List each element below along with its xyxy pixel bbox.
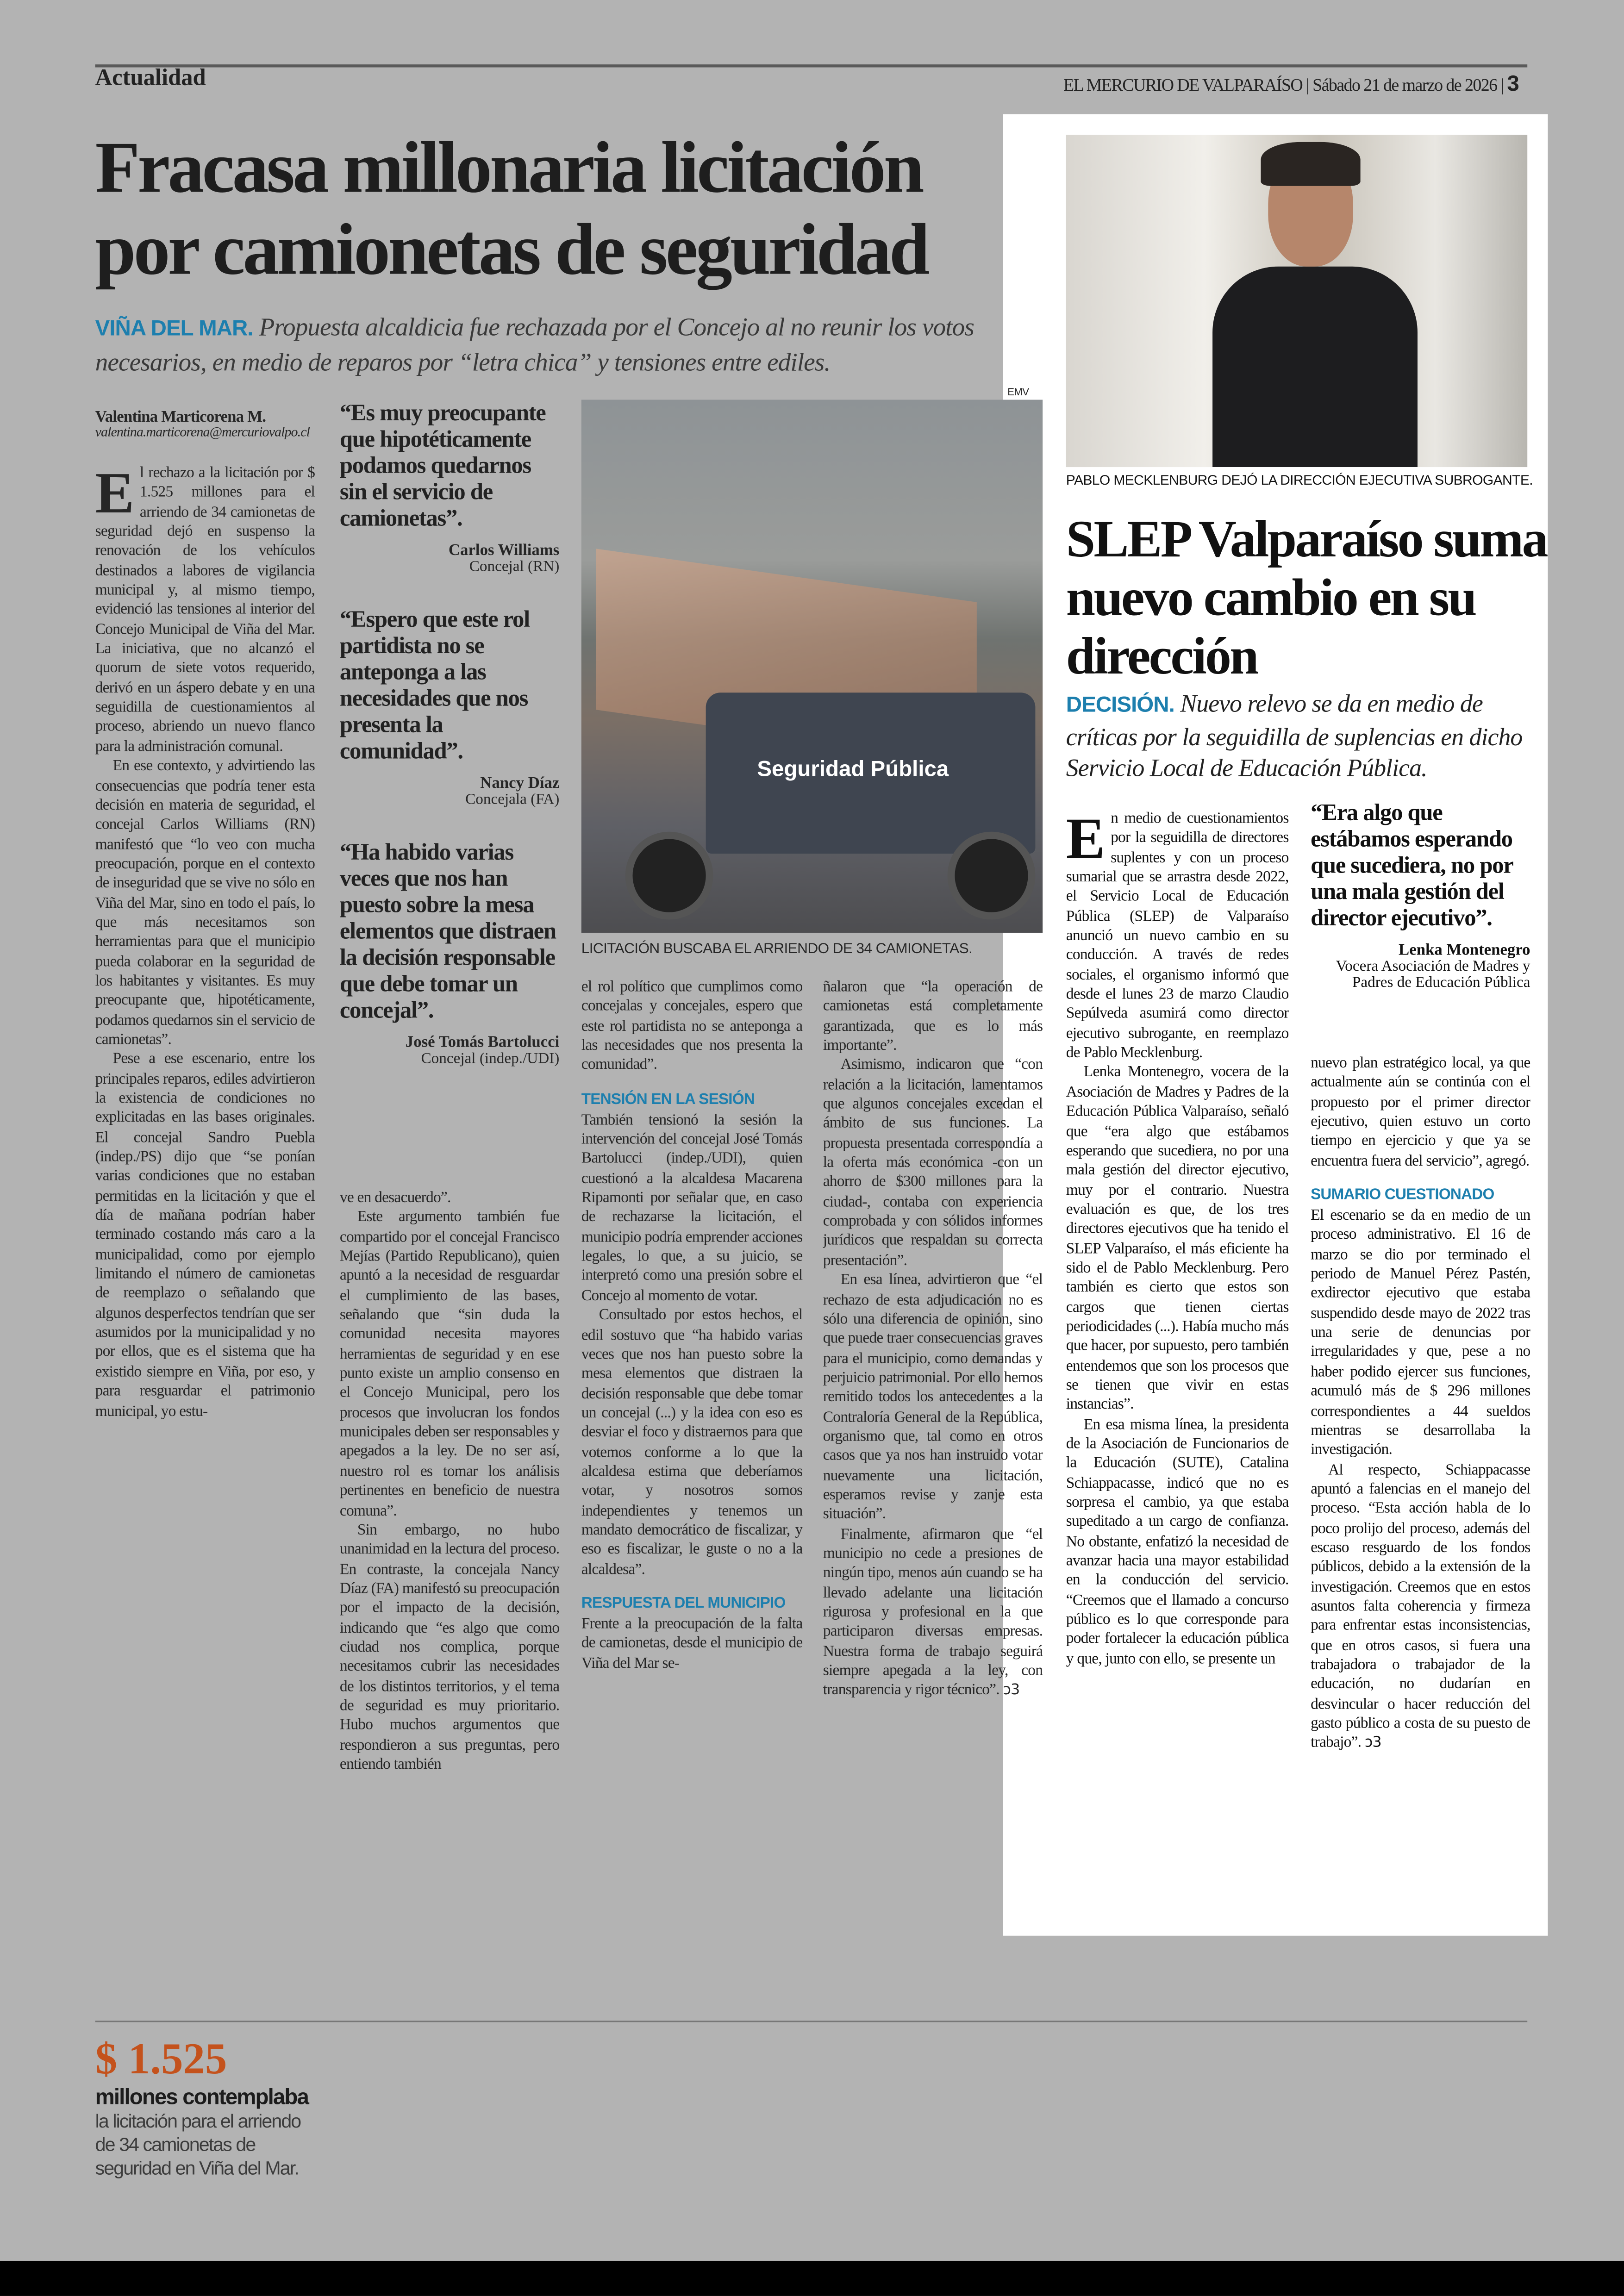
figure-text: la licitación para el arriendo de 34 camionetas de seguridad en Viña del Mar. (95, 2110, 301, 2179)
paragraph: Este argumento también fue compartido por el concejal Francisco Mejías (Partido Republicano), quien apuntó a la necesidad de resguardar el cumplimiento de las bases, señalando que “sin duda la comunidad necesita mayores herramientas de seguridad y en ese punto existe un amplio consenso en el Concejo Municipal, pero los procesos que involucran los fondos municipales deben ser responsables y apegados a la ley. De no ser así, nuestro rol es tomar los análisis pertinentes en beneficio de nuestra comuna”. (339, 1210, 560, 1519)
drop-cap: E (1066, 810, 1105, 872)
paragraph: Lenka Montenegro, vocera de la Asociación de Madres y Padres de la Educación Pública Valparaíso, señaló que “era algo que estábamos esperando que sucediera, no por una mala gestión del director ejecutivo, muy por el contrario. Nuestra evaluación es que, de los tres directores ejecutivos que ha tenido el SLEP Valparaíso, el más eficiente ha sido el de Pablo Mecklenburg. Pero también es cierto que estos son cargos que tienen ciertas periodicidades (...). Había mucho más que hacer, por supuesto, pero también entendemos que son los procesos que se tienen que vivir en estas instancias”. (1066, 1065, 1289, 1414)
wheel-shape (625, 832, 713, 920)
paragraph: Pese a ese escenario, entre los principales reparos, ediles advirtieron la existencia de condiciones no explicitadas en las bases originales. El concejal Sandro Puebla (indep./PS) dijo que “se ponían varias condiciones que no estaban permitidas en la licitación y que el día de mañana podrían haber terminado costando más caro a la municipalidad, como por ejemplo limitando el número de camionetas de reemplazo o señalando que algunos desperfectos tendrían que ser asumidos por la municipalidad y no por ellos, que es el sistema que ha existido siempre en Viña, por eso, y para resguardar el patrimonio municipal, yo estu- (95, 1052, 315, 1420)
security-trucks-photo (581, 400, 1043, 933)
bottom-rule (95, 2021, 1528, 2022)
drop-cap: E (95, 460, 134, 526)
truck-shape (706, 693, 1036, 854)
wheel-shape (948, 832, 1036, 920)
quote-text: “Espero que este rol partidista no se anteponga a las necesidades que nos presenta la comunidad”. (339, 607, 530, 765)
article-column-2 (340, 1189, 559, 1907)
quote-role: Concejal (indep./UDI) (421, 1051, 560, 1067)
deck-text: Propuesta alcaldicia fue rechazada por el Concejo al no reunir los votos necesarios, en medio de reparos por “letra chica” y tensiones entre ediles. (95, 312, 974, 376)
portrait-caption: PABLO MECKLENBURG DEJÓ LA DIRECCIÓN EJECUTIVA SUBROGANTE. (1066, 473, 1533, 489)
byline: Valentina Marticorena M. (95, 408, 266, 426)
person-body-shape (1212, 267, 1418, 467)
quote-text: “Era algo que estábamos esperando que sucediera, no por una mala gestión del director ejecutivo”. (1311, 801, 1513, 931)
quote-author: José Tomás Bartolucci (405, 1034, 560, 1052)
figure-value: $ 1.525 (95, 2035, 227, 2084)
figure-subtitle: millones contemplaba (95, 2085, 309, 2110)
author-email: valentina.marticorena@mercuriovalpo.cl (95, 426, 310, 441)
article2-pull-quote (1311, 801, 1530, 991)
figure-highlight (95, 2035, 315, 2180)
subheading: RESPUESTA DEL MUNICIPIO (581, 1594, 786, 1612)
paragraph: el rol político que cumplimos como concejalas y concejales, espero que este rol partidista no se anteponga a las necesidades que nos presenta la comunidad”. (581, 980, 803, 1074)
photo-caption: LICITACIÓN BUSCABA EL ARRIENDO DE 34 CAMIONETAS. (581, 941, 973, 958)
paragraph: Frente a la preocupación de la falta de camionetas, desde el municipio de Viña del Mar se- (581, 1616, 803, 1672)
section-label: Actualidad (95, 66, 206, 91)
article2-column-2 (1311, 1054, 1530, 1911)
paragraph: ñalaron que “la operación de camionetas está completamente garantizada, que es lo más importante”. (823, 980, 1043, 1054)
pull-quote (340, 401, 559, 575)
article2-column-1 (1066, 810, 1289, 1908)
paragraph: También tensionó la sesión la intervención del concejal José Tomás Bartolucci (indep./UDI), quien cuestionó a la alcaldesa Macarena Ripamonti por señalar que, en caso de rechazarse la licitación, el municipio podría emprender acciones legales, lo que, a su juicio, se interpretó como una presión sobre el Concejo al momento de votar. (581, 1112, 803, 1304)
masthead: EL MERCURIO DE VALPARAÍSO | Sábado 21 de marzo de 2026 | 3 (1063, 71, 1519, 97)
portrait-photo (1066, 135, 1527, 467)
article-column-4 (823, 978, 1043, 1915)
subheading: TENSIÓN EN LA SESIÓN (581, 1090, 755, 1108)
article-column-3 (581, 978, 803, 1915)
quote-text: “Ha habido varias veces que nos han puesto sobre la mesa elementos que distraen la decisión responsable que debe tomar un concejal”. (339, 840, 556, 1024)
paragraph: E l rechazo a la licitación por $ 1.525 millones para el arriendo de 34 camionetas de seguridad dejó en suspenso la renovación de los vehículos destinados a labores de vigilancia municipal y, al mismo tiempo, evidenció las tensiones al interior del Concejo Municipal de Viña del Mar. La iniciativa, que no alcanzó el quorum de siete votos requerido, derivó en un áspero debate y en una seguidilla de cuestionamientos al proceso, abriendo un nuevo flanco para la administración comunal. (95, 460, 315, 755)
article-deck (95, 311, 1032, 378)
quote-role: Concejala (FA) (465, 792, 560, 809)
person-hair-shape (1261, 142, 1361, 186)
article2-headline: SLEP Valparaíso suma nuevo cambio en su dirección (1066, 509, 1547, 686)
article2-deck (1066, 688, 1535, 784)
end-mark: ↄ3 (1364, 1735, 1381, 1752)
quote-author: Carlos Williams (448, 542, 560, 560)
page-number: 3 (1507, 71, 1519, 97)
pull-quote (340, 841, 559, 1067)
bottom-bar (0, 2261, 1624, 2296)
truck-label: Seguridad Pública (757, 757, 949, 782)
paragraph: En esa misma línea, la presidenta de la Asociación de Funcionarios de la Educación (SUTE), Catalina Schiappacasse, indicó que no es sorpresa el cambio, ya que estaba supeditado a un cargo de confianza. No obstante, enfatizó la necesidad de avanzar hacia una mayor estabilidad en la conducción del servicio. “Creemos que el llamado a concurso público es lo que corresponde para poder fortalecer la educación pública y que, junto con ello, se presente un (1066, 1416, 1289, 1668)
top-rule (95, 64, 1528, 67)
quote-text: “Es muy preocupante que hipotéticamente podamos quedarnos sin el servicio de camionetas”. (339, 401, 546, 532)
paragraph: En ese contexto, y advirtiendo las consecuencias que podría tener esta decisión en materia de seguridad, el concejal Carlos Williams (RN) manifestó que “lo veo con mucha preocupación, porque en el contexto de inseguridad que se vive no sólo en Viña del Mar, sino en todo el país, lo que más necesitamos son herramientas para que el municipio pueda colaborar en la seguridad de los habitantes y visitantes. Es muy preocupante que, hipotéticamente, podamos quedarnos sin el servicio de camionetas”. (95, 759, 315, 1048)
paragraph: Sin embargo, no hubo unanimidad en la lectura del proceso. En contraste, la concejala Nancy Díaz (FA) manifestó su preocupación por el impacto de la decisión, indicando que “es algo que como ciudad nos complica, porque necesitamos cubrir las necesidades de los distintos territorios, y el tema de seguridad es muy prioritario. Hubo muchos argumentos que respondieron a sus preguntas, pero entiendo también (339, 1522, 560, 1773)
quote-role: Concejal (RN) (469, 559, 560, 576)
deck-text: Nuevo relevo se da en medio de críticas por la seguidilla de suplencias en dicho Servicio Local de Educación Pública. (1066, 689, 1523, 782)
paragraph: Finalmente, afirmaron que “el municipio no cede a presiones de ningún tipo, menos aún cuando se ha llevado adelante una licitación rigurosa y profesional en la que participaron diversas empresas. Nuestra forma de trabajo seguirá siempre apegada a la ley, con transparencia y rigor técnico”. ↄ3 (823, 1527, 1043, 1699)
pull-quotes (340, 401, 559, 1067)
paragraph: En esa línea, advirtieron que “el rechazo de esta adjudicación no es sólo una diferencia de opinión, sino que puede traer consecuencias graves para el municipio, como demandas y perjuicio patrimonial. Por ello hemos remitido todos los antecedentes a la Contraloría General de la República, organismo que, tal como en otros casos que ya nos han instruido votar nuevamente una licitación, esperamos revise y zanje esta situación”. (823, 1273, 1043, 1523)
paragraph: nuevo plan estratégico local, ya que actualmente aún se continúa con el propuesto por el primer director ejecutivo, quien estuvo un corto tiempo en ejercicio y que ya se encuentra fuera del servicio”, agregó. (1311, 1055, 1530, 1170)
quote-role: Vocera Asociación de Madres y Padres de Educación Pública (1336, 959, 1530, 992)
end-mark: ↄ3 (1003, 1683, 1020, 1699)
issue-date: Sábado 21 de marzo de 2026 (1312, 75, 1497, 95)
paragraph: E n medio de cuestionamientos por la seguidilla de directores suplentes y con un proceso sumarial que se arrastra desde 2022, el Servicio Local de Educación Pública (SLEP) de Valparaíso anunció un nuevo cambio en su conducción. A través de redes sociales, el organismo informó que desde el lunes 23 de marzo Claudio Sepúlveda asumirá como director ejecutivo subrogante, en reemplazo de Pablo Mecklenburg. (1066, 810, 1289, 1062)
article-column-1 (95, 409, 315, 1902)
paragraph: El escenario se da en medio de un proceso administrativo. El 16 de marzo se dio por terminado el periodo de Manuel Pérez Pastén, exdirector ejecutivo que estaba suspendido desde mayo de 2022 tras una serie de denuncias por irregularidades y que, pese a no haber podido ejercer sus funciones, acumuló más de $ 296 millones correspondientes a 44 sueldos mientras se desarrollaba la investigación. (1311, 1208, 1530, 1459)
paragraph: ve en desacuerdo”. (339, 1190, 451, 1207)
subheading: SUMARIO CUESTIONADO (1311, 1186, 1494, 1204)
paragraph: Asimismo, indicaron que “con relación a la licitación, lamentamos que algunos concejales excedan el ámbito de sus funciones. La propuesta presentada correspondía a la oferta más económica -con un ahorro de $300 millones para la ciudad-, contaba con experiencia comprobada y con sólidos informes jurídicos que respaldan su correcta presentación”. (823, 1058, 1043, 1269)
pull-quote (340, 608, 559, 808)
quote-author: Nancy Díaz (480, 774, 560, 792)
article-headline: Fracasa millonaria licitación por camionetas de seguridad (95, 126, 928, 290)
photo-credit: EMV (1007, 388, 1029, 399)
kicker: DECISIÓN. (1066, 693, 1174, 718)
quote-author: Lenka Montenegro (1399, 941, 1530, 959)
paragraph: Consultado por estos hechos, el edil sostuvo que “ha habido varias veces que nos han puesto sobre la mesa elementos que distraen la decisión responsable que debe tomar un concejal (...) y la idea con eso es desviar el foco y distraernos para que votemos conforme a lo que la alcaldesa estima que deberíamos votar, y nosotros somos independientes y tenemos un mandato democrático de fiscalizar, y eso es fiscalizar, le guste o no a la alcaldesa”. (581, 1308, 803, 1578)
kicker: VIÑA DEL MAR. (95, 316, 253, 342)
paragraph: Al respecto, Schiappacasse apuntó a falencias en el manejo del proceso. “Esta acción habla de lo poco prolijo del proceso, además del escaso resguardo de los fondos públicos, debido a la extensión de la investigación. Creemos que en estos asuntos falta coherencia y firmeza para enfrentar estas inconsistencias, que en otros casos, si fuera una trabajadora o trabajador de la educación, no dudarían en desvincular o hacer reducción del gasto público a costa de su puesto de trabajo”. ↄ3 (1311, 1462, 1530, 1752)
newspaper-name: EL MERCURIO DE VALPARAÍSO (1063, 75, 1303, 95)
